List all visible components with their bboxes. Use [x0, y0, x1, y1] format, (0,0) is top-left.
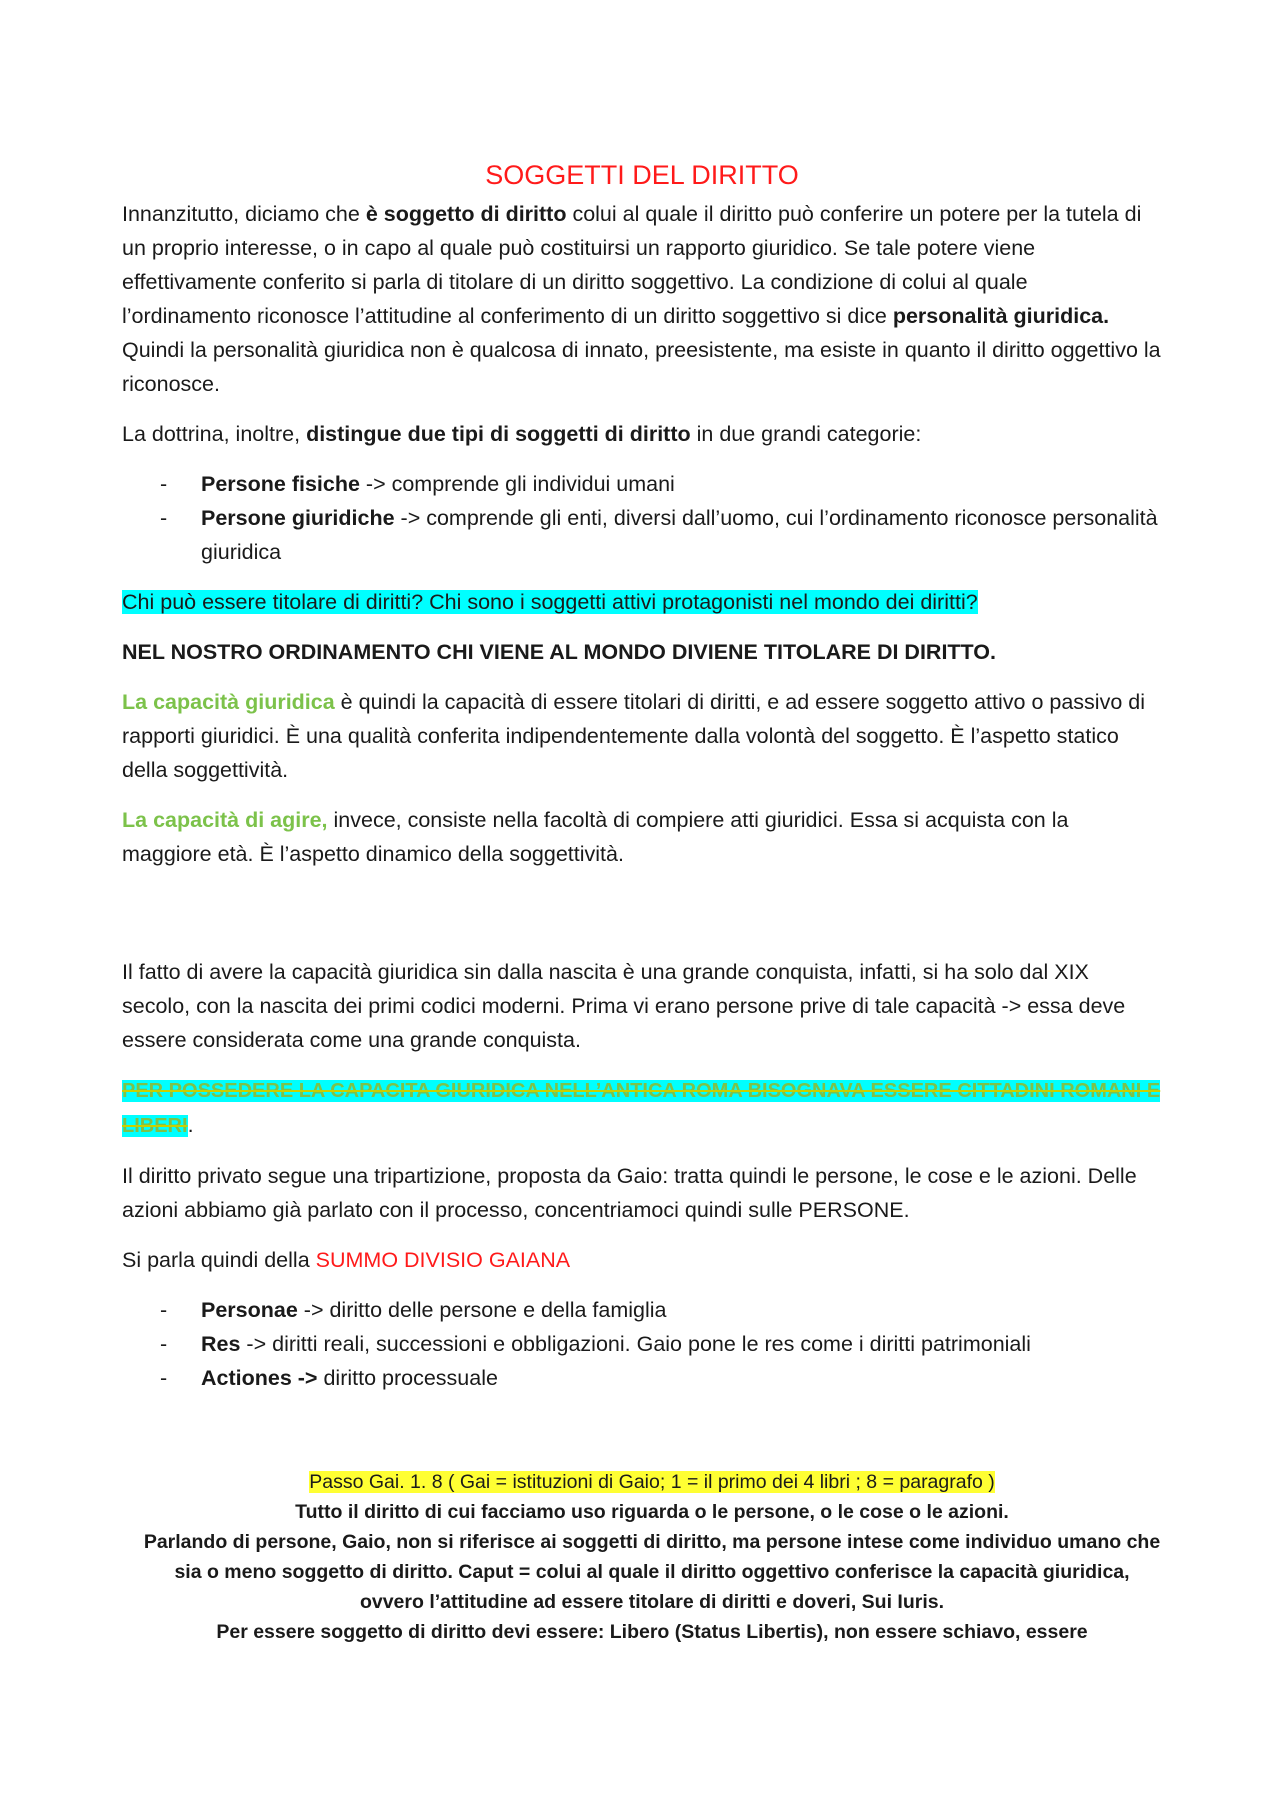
conquista-paragraph: Il fatto di avere la capacità giuridica sin dalla nascita è una grande conquista, infatti, si ha solo dal XIX secolo, con la nascita dei primi codici moderni. Prima vi erano persone prive di tale capacità -> essa deve essere considerata come una grande conquista. — [122, 960, 1126, 1052]
list-item-term: Res — [201, 1332, 241, 1356]
highlighted-reference: Passo Gai. 1. 8 ( Gai = istituzioni di Gaio; 1 = il primo dei 4 libri ; 8 = paragrafo ) — [309, 1471, 995, 1493]
list-item — [122, 467, 1162, 501]
passage-line: Per essere soggetto di diritto devi essere: Libero (Status Libertis), non essere schiavo, essere — [216, 1621, 1088, 1643]
list-item-desc: -> diritto delle persone e della famiglia — [297, 1298, 667, 1322]
intro-text-3: Quindi la personalità giuridica non è qualcosa di innato, preesistente, ma esiste in quanto il diritto oggettivo la riconosce. — [122, 338, 1161, 396]
list-item-term: Persone giuridiche — [201, 506, 395, 530]
gaiana-list — [122, 1293, 1162, 1395]
list-item — [122, 1293, 1162, 1327]
summo-text: Si parla quindi della — [122, 1248, 316, 1272]
intro-paragraph — [122, 197, 1162, 401]
capacita-giuridica-paragraph — [122, 685, 1162, 787]
dottrina-bold: distingue due tipi di soggetti di diritto — [306, 422, 691, 446]
period: . — [187, 1113, 194, 1137]
dottrina-text: La dottrina, inoltre, — [122, 422, 307, 446]
capacita-agire-text: invece, consiste nella facoltà di compiere atti giuridici. Essa si acquista con la maggiore età. È l’aspetto dinamico della soggettività. — [122, 808, 1069, 866]
page-title: SOGGETTI DEL DIRITTO — [485, 160, 799, 190]
blank-space — [122, 887, 1162, 955]
gaio-passage — [142, 1467, 1162, 1647]
green-term: La capacità di agire, — [122, 808, 328, 832]
list-item-desc: -> comprende gli enti, diversi dall’uomo, cui l’ordinamento riconosce personalità giuridica — [201, 506, 1158, 564]
tripartizione-paragraph: Il diritto privato segue una tripartizione, proposta da Gaio: tratta quindi le persone, le cose e le azioni. Delle azioni abbiamo già parlato con il processo, concentriamoci quindi sulle PERSONE. — [122, 1164, 1137, 1222]
list-item-desc: -> comprende gli individui umani — [359, 472, 675, 496]
persone-list — [122, 467, 1162, 569]
passage-line: Tutto il diritto di cui facciamo uso riguarda o le persone, o le cose o le azioni. — [295, 1501, 1009, 1523]
list-item — [122, 501, 1162, 569]
intro-text-2: colui al quale il diritto può conferire un potere per la tutela di un proprio interesse, o in capo al quale può costituirsi un rapporto giuridico. Se tale potere viene effettivamente conferito si parla di titolare di un diritto soggettivo. La condizione di colui al quale l’ordinamento riconosce l’attitudine al conferimento di un diritto soggettivo si dice — [122, 202, 1142, 328]
green-term: La capacità giuridica — [122, 690, 335, 714]
list-item-term: Actiones -> — [201, 1366, 318, 1390]
dottrina-paragraph — [122, 417, 1162, 451]
highlighted-caps-text: PER POSSEDERE LA CAPACITA GIURIDICA NELL’ANTICA ROMA BISOGNAVA ESSERE CITTADINI ROMANI E LIBERI — [122, 1080, 1161, 1137]
blank-space — [122, 1411, 1162, 1467]
list-item — [122, 1327, 1162, 1361]
document-body — [122, 155, 1162, 1647]
intro-bold-soggetto: è soggetto di diritto — [365, 202, 567, 226]
capacita-giuridica-text: è quindi la capacità di essere titolari di diritti, e ad essere soggetto attivo o passivo di rapporti giuridici. È una qualità conferita indipendentemente dalla volontà del soggetto. È l’aspetto statico della soggettività. — [122, 690, 1145, 782]
intro-bold-personalita: personalità giuridica. — [892, 304, 1110, 328]
passage-reference — [142, 1467, 1162, 1497]
passage-line: Parlando di persone, Gaio, non si riferisce ai soggetti di diritto, ma persone intese come individuo umano che sia o meno soggetto di diritto. Caput = colui al quale il diritto oggettivo conferisce la capacità giuridica, ovvero l’attitudine ad essere titolare di diritti e doveri, Sui Iuris. — [143, 1531, 1161, 1613]
red-term: SUMMO DIVISIO GAIANA — [315, 1248, 571, 1272]
bold-statement: NEL NOSTRO ORDINAMENTO CHI VIENE AL MONDO DIVIENE TITOLARE DI DIRITTO. — [122, 640, 996, 664]
statement-paragraph — [122, 635, 1162, 669]
capacita-agire-paragraph — [122, 803, 1162, 871]
summo-divisio-paragraph — [122, 1243, 1162, 1277]
highlighted-question: Chi può essere titolare di diritti? Chi sono i soggetti attivi protagonisti nel mondo dei diritti? — [122, 590, 978, 614]
list-item-term: Persone fisiche — [201, 472, 360, 496]
antica-roma-paragraph — [122, 1073, 1162, 1143]
question-paragraph — [122, 585, 1162, 619]
list-item-desc: -> diritti reali, successioni e obbligazioni. Gaio pone le res come i diritti patrimoniali — [240, 1332, 1031, 1356]
intro-text: Innanzitutto, diciamo che — [122, 202, 366, 226]
list-item-desc: diritto processuale — [317, 1366, 498, 1390]
list-item-term: Personae — [201, 1298, 298, 1322]
list-item — [122, 1361, 1162, 1395]
dottrina-text-2: in due grandi categorie: — [690, 422, 922, 446]
